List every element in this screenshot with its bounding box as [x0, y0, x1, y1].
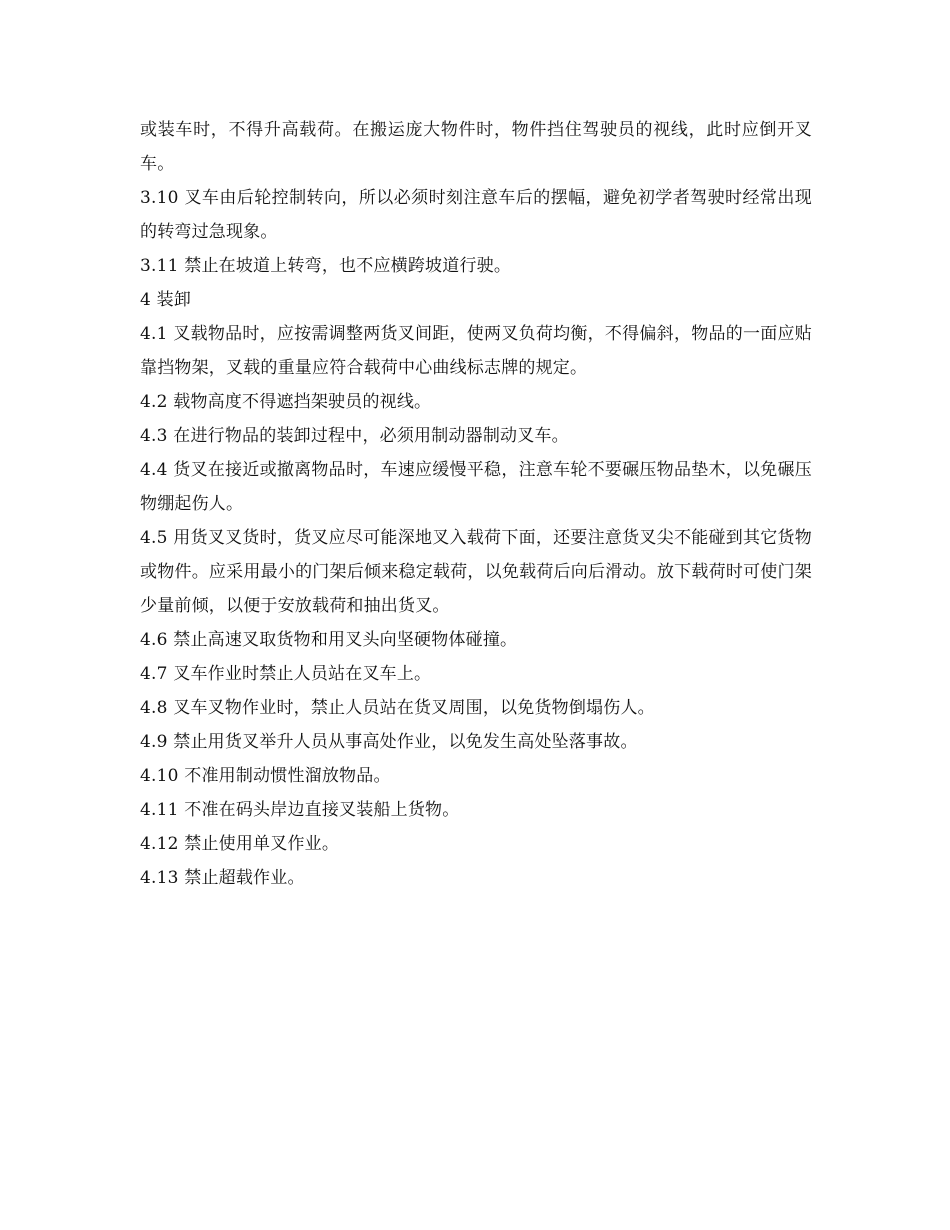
paragraph-4-8: 4.8 叉车叉物作业时，禁止人员站在货叉周围，以免货物倒塌伤人。: [140, 698, 655, 718]
paragraph-4-2: 4.2 载物高度不得遮挡架驶员的视线。: [140, 392, 432, 412]
paragraph-4-1: 4.1 叉载物品时，应按需调整两货叉间距，使两叉负荷均衡，不得偏斜，物品的一面应贴靠挡物架，叉载的重量应符合载荷中心曲线标志牌的规定。: [140, 324, 812, 378]
paragraph-4-7: 4.7 叉车作业时禁止人员站在叉车上。: [140, 664, 432, 684]
section-heading-4: 4 装卸: [140, 290, 192, 310]
paragraph-4-5: 4.5 用货叉叉货时，货叉应尽可能深地叉入载荷下面，还要注意货叉尖不能碰到其它货物或物件。应采用最小的门架后倾来稳定载荷，以免载荷后向后滑动。放下载荷时可使门架少量前倾，以便于安放载荷和抽出货叉。: [140, 528, 812, 616]
paragraph-4-3: 4.3 在进行物品的装卸过程中，必须用制动器制动叉车。: [140, 426, 569, 446]
paragraph-3-11: 3.11 禁止在坡道上转弯，也不应横跨坡道行驶。: [140, 256, 512, 276]
paragraph-3-10: 3.10 叉车由后轮控制转向，所以必须时刻注意车后的摆幅，避免初学者驾驶时经常出现的转弯过急现象。: [140, 188, 812, 242]
paragraph-4-6: 4.6 禁止高速叉取货物和用叉头向坚硬物体碰撞。: [140, 630, 518, 650]
paragraph-4-11: 4.11 不准在码头岸边直接叉装船上货物。: [140, 800, 460, 820]
paragraph-4-10: 4.10 不准用制动惯性溜放物品。: [140, 766, 391, 786]
paragraph-4-4: 4.4 货叉在接近或撤离物品时，车速应缓慢平稳，注意车轮不要碾压物品垫木，以免碾压物绷起伤人。: [140, 460, 812, 514]
paragraph-4-9: 4.9 禁止用货叉举升人员从事高处作业，以免发生高处坠落事故。: [140, 732, 638, 752]
paragraph-4-13: 4.13 禁止超载作业。: [140, 868, 305, 888]
document-body: [140, 113, 812, 895]
paragraph-4-12: 4.12 禁止使用单叉作业。: [140, 834, 340, 854]
paragraph-continuation: 或装车时，不得升高载荷。在搬运庞大物件时，物件挡住驾驶员的视线，此时应倒开叉车。: [140, 120, 812, 174]
